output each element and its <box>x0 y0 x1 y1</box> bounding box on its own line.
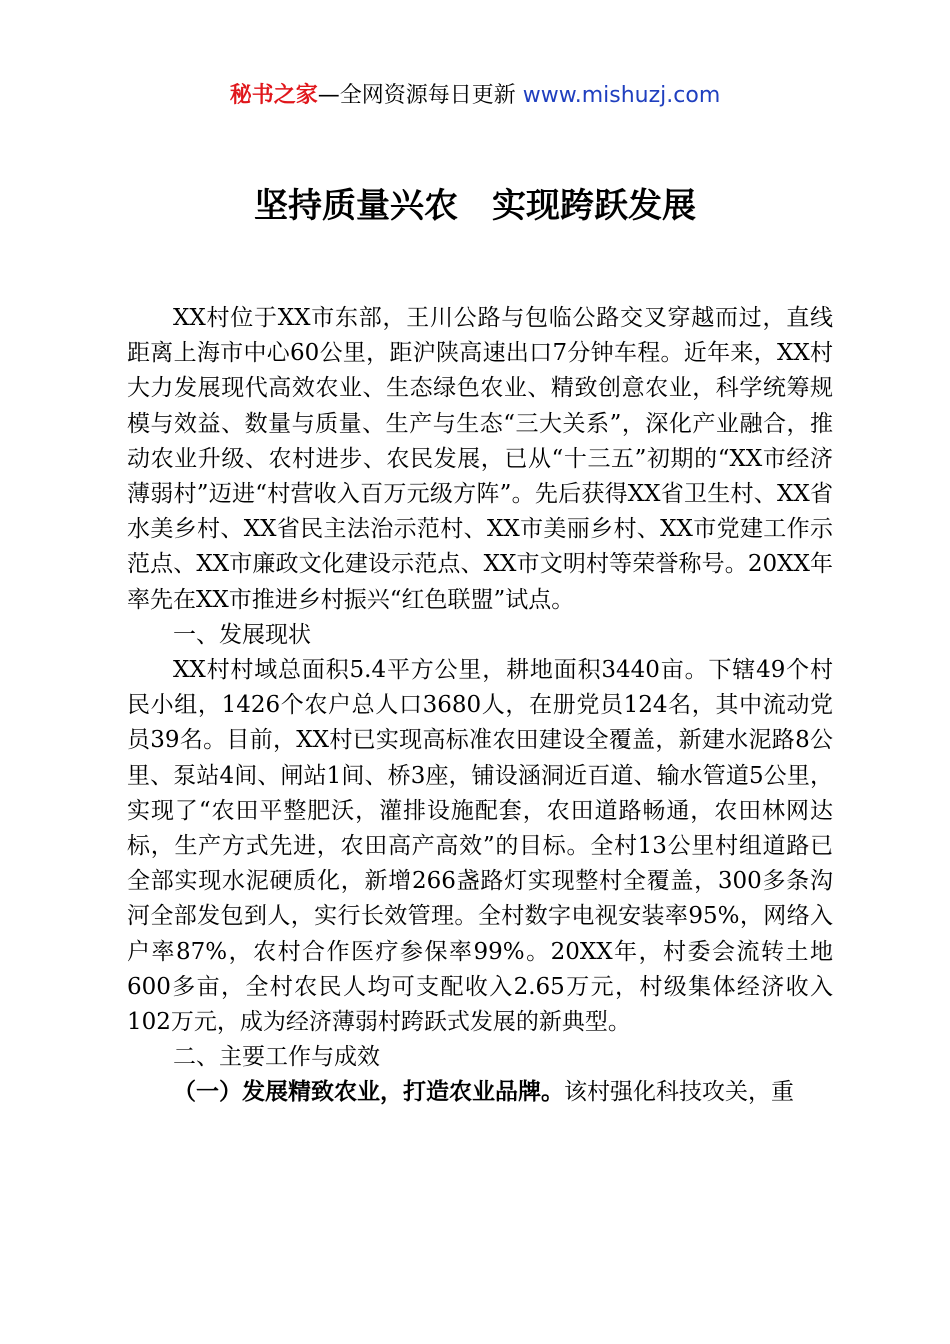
work-paragraph <box>127 1075 833 1110</box>
section-heading-status: 一、发展现状 <box>173 621 311 648</box>
site-header <box>0 80 950 112</box>
work-text: 该村强化科技攻关，重 <box>564 1079 794 1106</box>
intro-paragraph: XX村位于XX市东部，王川公路与包临公路交叉穿越而过，直线距离上海市中心60公里，距沪陕高速出口7分钟车程。近年来，XX村大力发展现代高效农业、生态绿色农业、精致创意农业，科学统筹规模与效益、数量与质量、生产与生态“三大关系”，深化产业融合，推动农业升级、农村进步、农民发展，已从“十三五”初期的“XX市经济薄弱村”迈进“村营收入百万元级方阵”。先后获得XX省卫生村、XX省水美乡村、XX省民主法治示范村、XX市美丽乡村、XX市党建工作示范点、XX市廉政文化建设示范点、XX市文明村等荣誉称号。20XX年率先在XX市推进乡村振兴“红色联盟”试点。 <box>127 305 833 613</box>
document-body <box>127 301 833 1111</box>
status-paragraph: XX村村域总面积5.4平方公里，耕地面积3440亩。下辖49个村民小组，1426个农户总人口3680人，在册党员124名，其中流动党员39名。目前，XX村已实现高标准农田建设全覆盖，新建水泥路8公里、泵站4间、闸站1间、桥3座，铺设涵洞近百道、输水管道5公里，实现了“农田平整肥沃，灌排设施配套，农田道路畅通，农田林网达标，生产方式先进，农田高产高效”的目标。全村13公里村组道路已全部实现水泥硬质化，新增266盏路灯实现整村全覆盖，300多条沟河全部发包到人，实行长效管理。全村数字电视安装率95%，网络入户率87%，农村合作医疗参保率99%。20XX年，村委会流转土地600多亩，全村农民人均可支配收入2.65万元，村级集体经济收入102万元，成为经济薄弱村跨跃式发展的新典型。 <box>127 657 833 1036</box>
site-url-link[interactable]: www.mishuzj.com <box>522 83 721 108</box>
work-subheading: （一）发展精致农业，打造农业品牌。 <box>173 1079 564 1106</box>
section-heading-work: 二、主要工作与成效 <box>173 1044 380 1071</box>
document-title: 坚持质量兴农 实现跨跃发展 <box>254 186 696 226</box>
brand-name: 秘书之家 <box>229 83 318 108</box>
header-tagline: —全网资源每日更新 <box>317 83 523 108</box>
